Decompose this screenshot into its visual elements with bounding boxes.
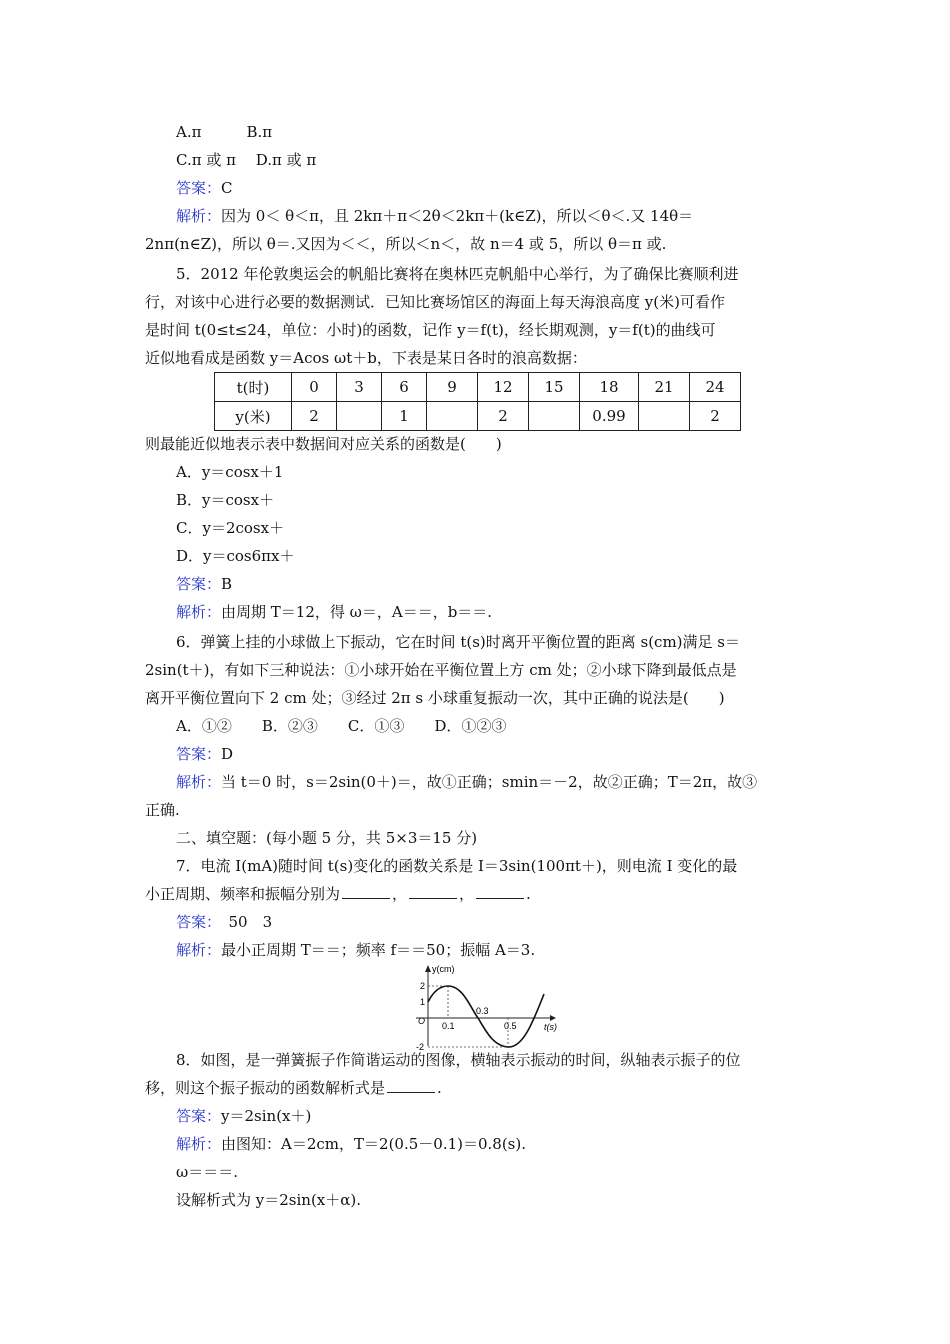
q5-stem-line1: 5．2012 年伦敦奥运会的帆船比赛将在奥林匹克帆船中心举行，为了确保比赛顺利进 [176,265,739,283]
table-cell: 24 [690,373,741,402]
analysis-text: 由图知：A＝2cm，T＝2(0.5－0.1)＝0.8(s). [221,1135,527,1153]
table-cell: 9 [427,373,478,402]
fill-blank[interactable] [342,884,390,899]
q5-question: 则最能近似地表示表中数据间对应关系的函数是( ) [145,435,502,453]
table-cell: 18 [580,373,639,402]
table-cell [427,402,478,431]
x-tick-0.3: 0.3 [476,1006,489,1016]
q5-option-b: B．y＝cosx＋ [176,491,275,509]
table-cell: 12 [478,373,529,402]
analysis-text: 因为 0＜ θ＜π，且 2kπ＋π＜2θ＜2kπ＋(k∈Z)，所以＜θ＜.又 14θ＝ [221,207,694,225]
q6-stem-line1: 6．弹簧上挂的小球做上下振动，它在时间 t(s)时离开平衡位置的距离 s(cm)满足 s＝ [176,633,741,651]
answer-value: C [221,179,233,197]
x-axis-label: t(s) [544,1022,557,1032]
q8-stem-line2 [145,1077,442,1099]
answer-value: 50 3 [213,913,273,931]
analysis-label: 解析： [176,941,222,959]
q4-options-ab: A.π B.π [176,123,273,141]
table-cell: 1 [382,402,427,431]
fill-blank[interactable] [387,1078,435,1093]
q7-stem-text: 小正周期、频率和振幅分别为 [145,885,341,903]
q8-answer [176,1105,311,1127]
q6-stem-line3: 离开平衡位置向下 2 cm 处；③经过 2π s 小球重复振动一次，其中正确的说法是( ) [145,689,725,707]
answer-label: 答案： [176,1107,222,1125]
q7-stem-line1: 7．电流 I(mA)随时间 t(s)变化的函数关系是 I＝3sin(100πt＋)，则电流 I 变化的最 [176,857,738,875]
q4-options-cd: C.π 或 π D.π 或 π [176,151,317,169]
table-cell: 0.99 [580,402,639,431]
q5-stem-line4: 近似地看成是函数 y＝Acos ωt＋b，下表是某日各时的浪高数据： [145,349,587,367]
table-cell: 2 [292,402,337,431]
q8-analysis-line3: 设解析式为 y＝2sin(x＋α). [176,1191,362,1209]
table-cell: 15 [529,373,580,402]
period: . [437,1079,442,1097]
oscillation-graph [408,962,558,1050]
q6-analysis-line2: 正确. [145,801,180,819]
y-axis-arrow [425,965,431,972]
q6-stem-line2: 2sin(t＋)，有如下三种说法：①小球开始在平衡位置上方 cm 处；②小球下降到最低点是 [145,661,737,679]
y-tick-neg2: -2 [416,1042,425,1050]
table-cell: 3 [337,373,382,402]
answer-label: 答案： [176,913,214,931]
y-tick-2: 2 [420,981,426,991]
table-cell: 6 [382,373,427,402]
x-tick-0.5: 0.5 [504,1021,517,1031]
wave-height-table [214,372,741,431]
answer-value: B [221,575,233,593]
table-data-row [215,402,741,431]
table-cell: 2 [478,402,529,431]
q8-analysis-line2: ω＝＝＝. [176,1163,238,1181]
section-heading: 二、填空题：(每小题 5 分，共 5×3＝15 分) [176,829,478,847]
answer-label: 答案： [176,745,222,763]
q6-analysis-line1 [176,771,757,793]
table-cell: 2 [690,402,741,431]
q7-analysis [176,939,535,961]
table-header-row [215,373,741,402]
q5-answer [176,573,232,595]
q5-analysis [176,601,492,623]
table-cell [529,402,580,431]
q5-stem-line2: 行，对该中心进行必要的数据测试．已知比赛场馆区的海面上每天海浪高度 y(米)可看作 [145,293,725,311]
table-cell: t(时) [215,373,292,402]
q6-options: A．①② B．②③ C．①③ D．①②③ [176,717,507,735]
answer-label: 答案： [176,179,222,197]
table-cell: 0 [292,373,337,402]
table-cell [639,402,690,431]
analysis-label: 解析： [176,207,222,225]
q8-analysis-line1 [176,1133,526,1155]
x-axis-arrow [550,1015,556,1021]
y-tick-1: 1 [420,997,426,1007]
analysis-text: 最小正周期 T＝＝；频率 f＝＝50；振幅 A＝3. [221,941,536,959]
table-cell: y(米) [215,402,292,431]
period: . [526,885,531,903]
table-cell: 21 [639,373,690,402]
q8-stem-line1: 8．如图，是一弹簧振子作简谐运动的图像，横轴表示振动的时间，纵轴表示振子的位 [176,1051,741,1069]
analysis-label: 解析： [176,773,222,791]
analysis-text: 由周期 T＝12，得 ω＝，A＝＝，b＝＝. [221,603,493,621]
y-axis-label: y(cm) [432,964,455,974]
answer-value: y＝2sin(x＋) [221,1107,312,1125]
analysis-label: 解析： [176,603,222,621]
separator: ， [459,885,475,903]
q6-answer [176,743,233,765]
q4-answer [176,177,233,199]
q8-stem-text: 移，则这个振子振动的函数解析式是 [145,1079,386,1097]
q7-stem-line2 [145,883,531,905]
q4-analysis-line2: 2nπ(n∈Z)，所以 θ＝.又因为＜＜，所以＜n＜，故 n＝4 或 5，所以 θ＝π 或. [145,235,667,253]
q5-stem-line3: 是时间 t(0≤t≤24，单位：小时)的函数，记作 y＝f(t)，经长期观测，y＝f(t)的曲线可 [145,321,716,339]
q7-answer [176,911,272,933]
origin-label: O [418,1016,426,1026]
fill-blank[interactable] [409,884,457,899]
q4-analysis-line1 [176,205,693,227]
analysis-text: 当 t＝0 时，s＝2sin(0＋)＝，故①正确；smin＝－2，故②正确；T＝2π，故③ [221,773,758,791]
answer-value: D [221,745,234,763]
answer-label: 答案： [176,575,222,593]
q5-option-a: A．y＝cosx＋1 [176,463,284,481]
separator: ， [392,885,408,903]
x-tick-0.1: 0.1 [442,1021,455,1031]
analysis-label: 解析： [176,1135,222,1153]
q5-option-c: C．y＝2cosx＋ [176,519,285,537]
q5-option-d: D．y＝cos6πx＋ [176,547,295,565]
table-cell [337,402,382,431]
sine-curve [428,986,544,1047]
fill-blank[interactable] [476,884,524,899]
